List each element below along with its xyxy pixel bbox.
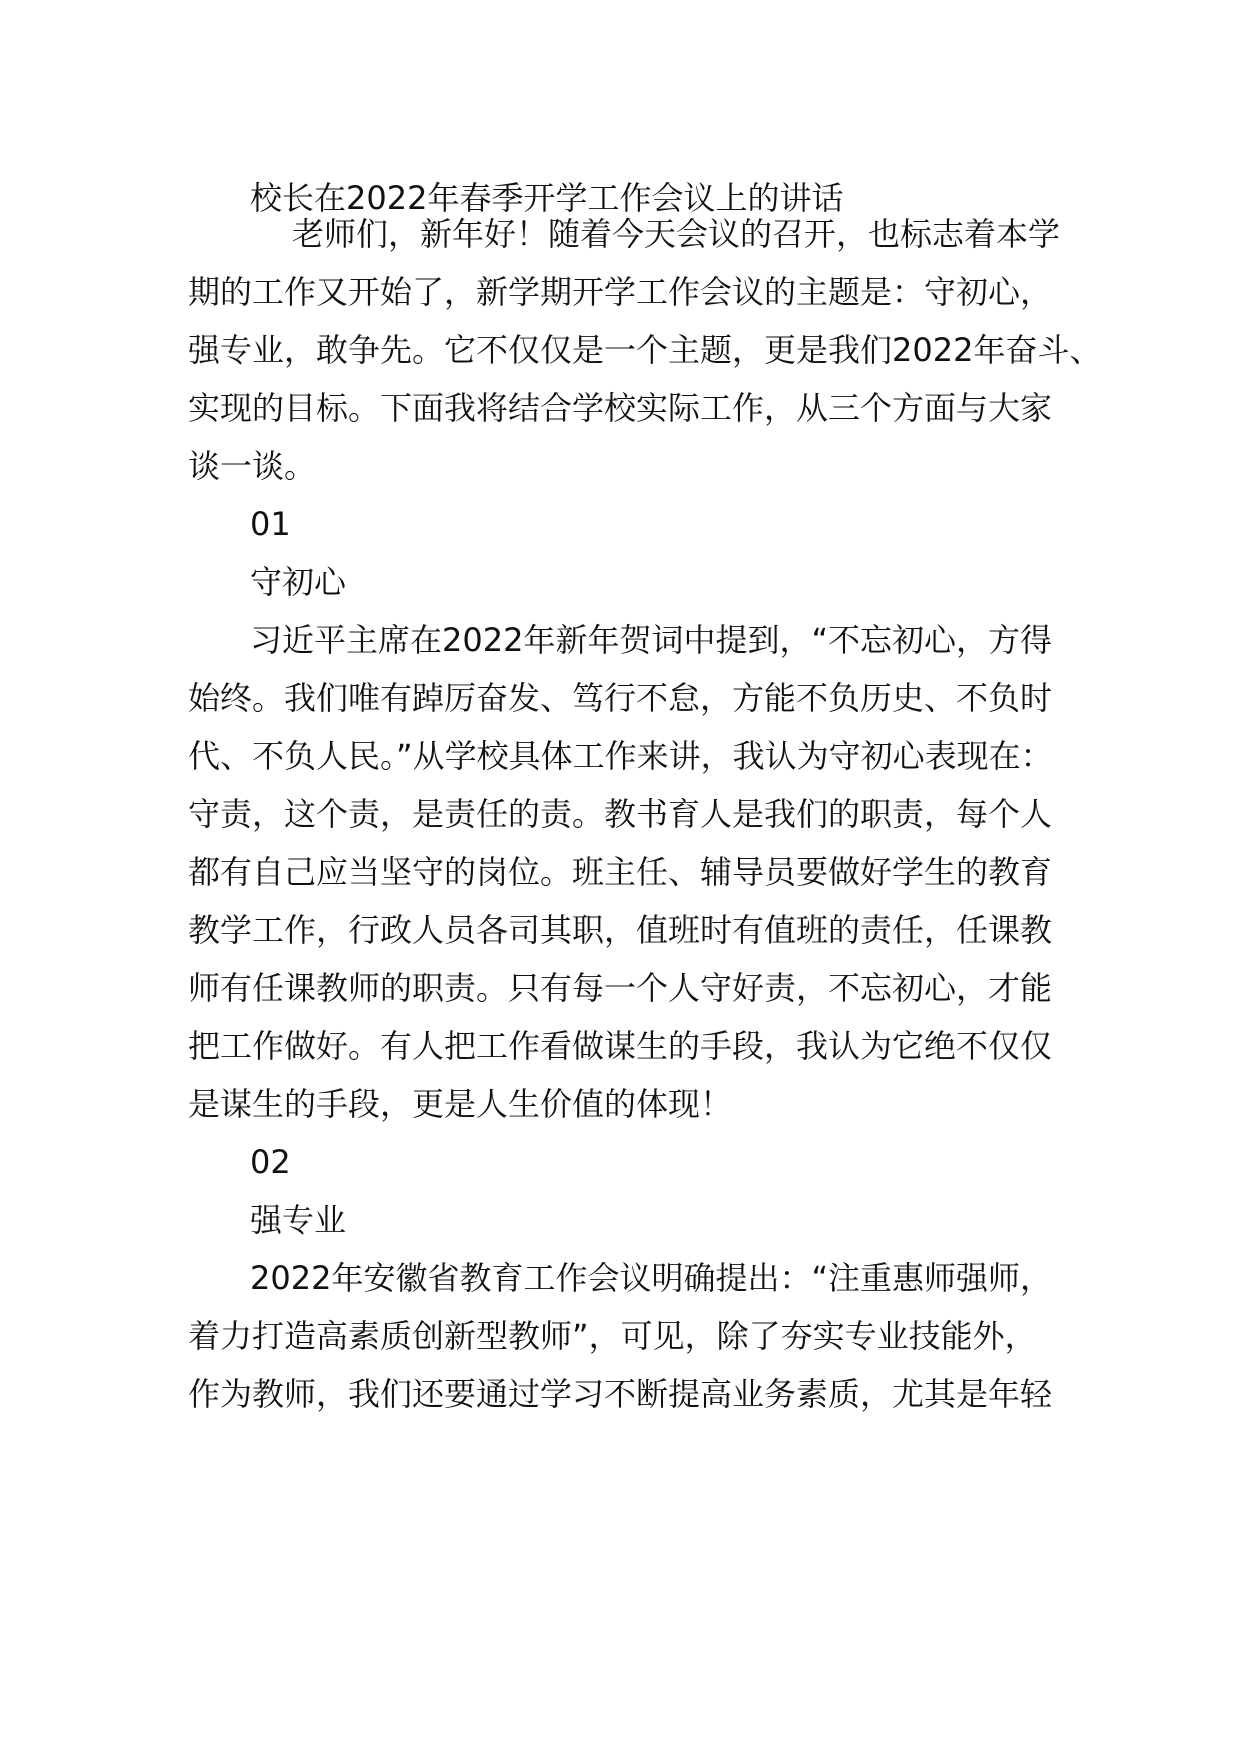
paragraph-line: 2022年安徽省教育工作会议明确提出：“注重惠师强师， — [250, 1259, 1053, 1297]
paragraph-line: 守责，这个责，是责任的责。教书育人是我们的职责，每个人 — [188, 795, 1053, 833]
document-title: 校长在2022年春季开学工作会议上的讲话 — [250, 179, 844, 217]
section-heading: 强专业 — [250, 1201, 347, 1239]
section-heading: 守初心 — [250, 563, 347, 601]
paragraph-line: 师有任课教师的职责。只有每一个人守好责，不忘初心，才能 — [188, 969, 1053, 1007]
paragraph-line: 是谋生的手段，更是人生价值的体现！ — [188, 1085, 733, 1123]
section-number: 01 — [250, 505, 291, 543]
paragraph-line: 老师们，新年好！随着今天会议的召开，也标志着本学 — [292, 215, 1061, 253]
section-number: 02 — [250, 1143, 291, 1181]
paragraph-line: 代、不负人民。”从学校具体工作来讲，我认为守初心表现在： — [188, 737, 1053, 775]
paragraph-line: 谈一谈。 — [188, 447, 317, 485]
paragraph-line: 习近平主席在2022年新年贺词中提到，“不忘初心，方得 — [250, 621, 1053, 659]
paragraph-line: 着力打造高素质创新型教师”，可见，除了夯实专业技能外， — [188, 1317, 1037, 1355]
paragraph-line: 期的工作又开始了，新学期开学工作会议的主题是：守初心， — [188, 273, 1053, 311]
paragraph-line: 教学工作，行政人员各司其职，值班时有值班的责任，任课教 — [188, 911, 1053, 949]
paragraph-line: 实现的目标。下面我将结合学校实际工作，从三个方面与大家 — [188, 389, 1053, 427]
paragraph-line: 作为教师，我们还要通过学习不断提高业务素质，尤其是年轻 — [188, 1375, 1053, 1413]
paragraph-line: 始终。我们唯有踔厉奋发、笃行不怠，方能不负历史、不负时 — [188, 679, 1053, 717]
paragraph-line: 都有自己应当坚守的岗位。班主任、辅导员要做好学生的教育 — [188, 853, 1053, 891]
paragraph-line: 强专业，敢争先。它不仅仅是一个主题，更是我们2022年奋斗、 — [188, 331, 1102, 369]
paragraph-line: 把工作做好。有人把工作看做谋生的手段，我认为它绝不仅仅 — [188, 1027, 1053, 1065]
